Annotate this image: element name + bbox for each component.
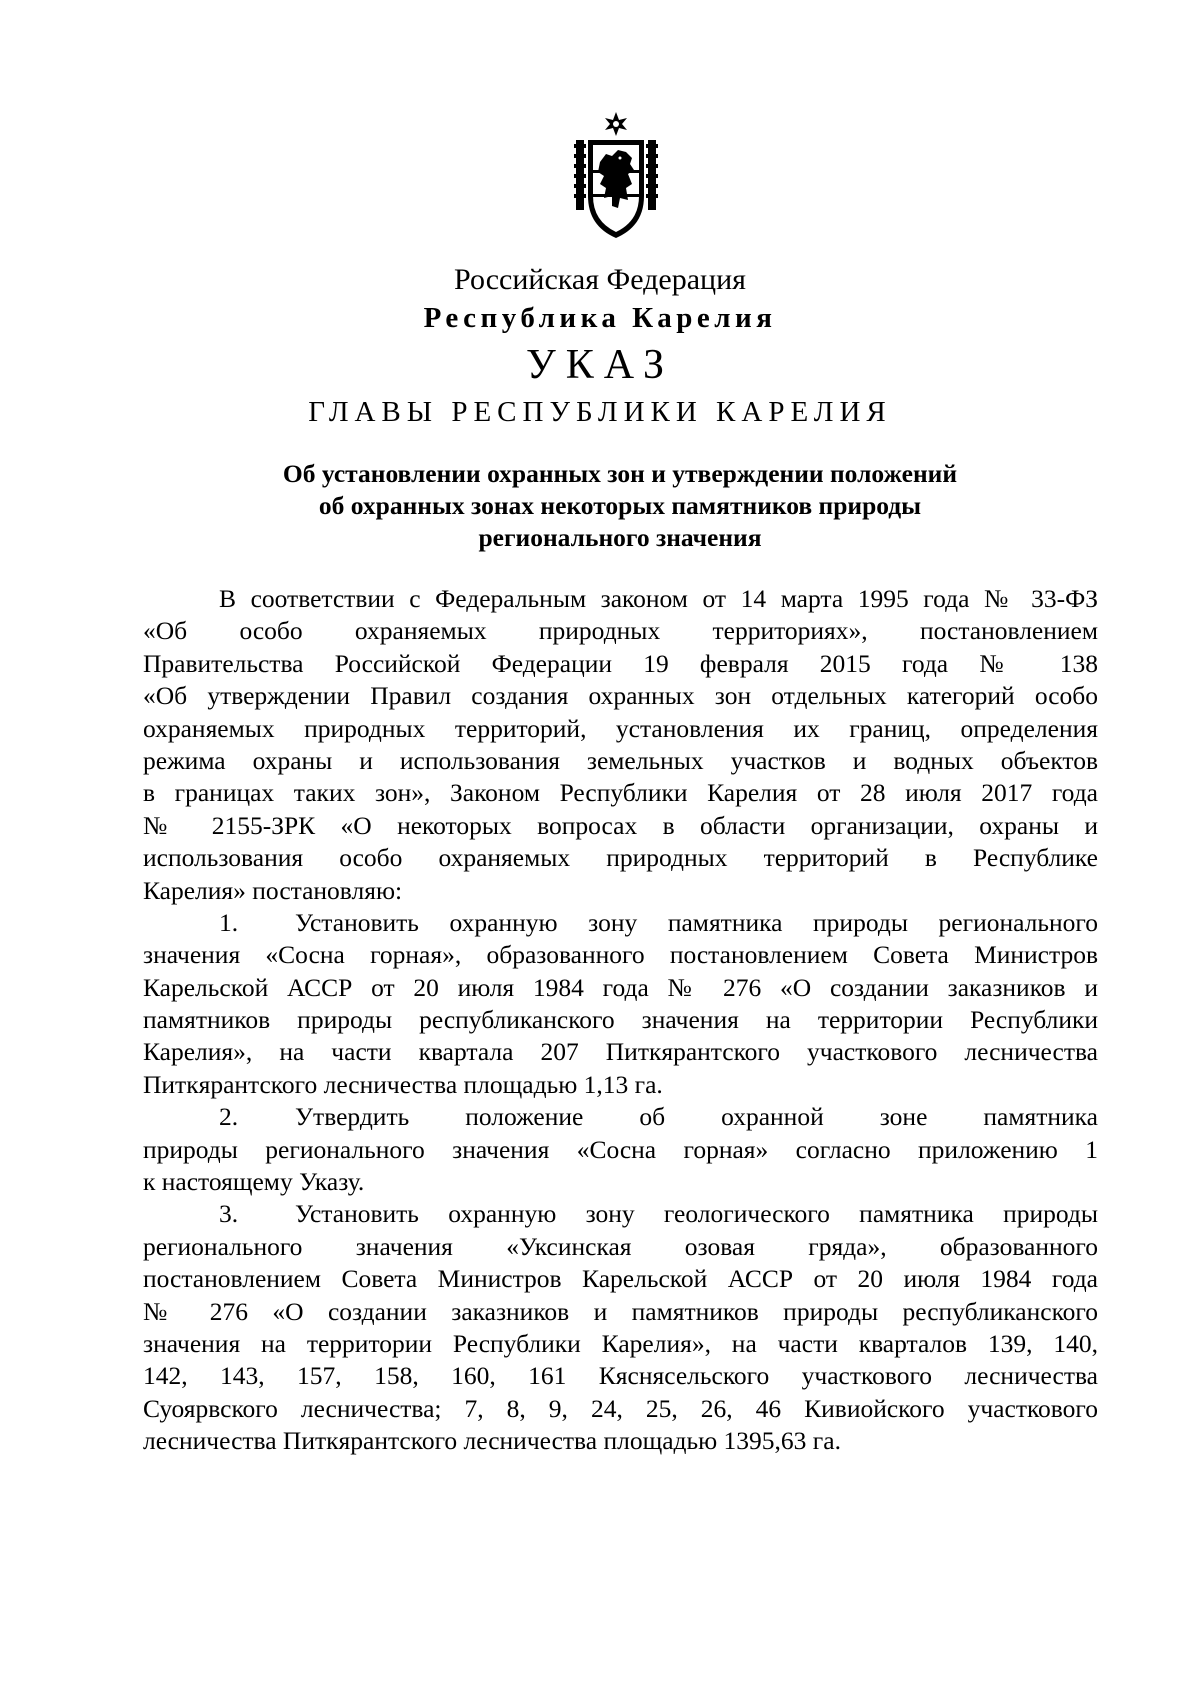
preamble-paragraph bbox=[143, 583, 1098, 907]
list-item bbox=[143, 907, 1098, 1101]
text-line bbox=[143, 907, 1098, 939]
text-line: к настоящему Указу. bbox=[143, 1167, 365, 1197]
text-line: Карельской АССР от 20 июля 1984 года № 276 «О создании заказников и bbox=[143, 972, 1098, 1002]
item-number: 2. bbox=[219, 1102, 239, 1132]
header-republic: Республика Карелия bbox=[423, 302, 777, 334]
header-doc-type: УКАЗ bbox=[525, 342, 675, 388]
header-issuer: ГЛАВЫ РЕСПУБЛИКИ КАРЕЛИЯ bbox=[308, 396, 892, 428]
text-line: Карелия» постановляю: bbox=[143, 875, 403, 905]
item-first-line-text: Установить охранную зону геологического памятника природы bbox=[295, 1199, 1098, 1229]
item-first-line-text: Установить охранную зону памятника природы регионального bbox=[295, 907, 1098, 937]
text-line bbox=[143, 1198, 1098, 1230]
text-line: 142, 143, 157, 158, 160, 161 Кяснясельского участкового лесничества bbox=[143, 1361, 1098, 1391]
title-line: регионального значения bbox=[478, 523, 762, 552]
text-line: режима охраны и использования земельных участков и водных объектов bbox=[143, 745, 1098, 775]
text-line: значения на территории Республики Карелия», на части кварталов 139, 140, bbox=[143, 1328, 1098, 1358]
text-line bbox=[143, 1101, 1098, 1133]
text-line: памятников природы республиканского значения на территории Республики bbox=[143, 1005, 1098, 1035]
text-line: В соответствии с Федеральным законом от 14 марта 1995 года № 33-ФЗ bbox=[219, 584, 1098, 613]
text-line: природы регионального значения «Сосна горная» согласно приложению 1 bbox=[143, 1134, 1098, 1164]
text-line: значения «Сосна горная», образованного постановлением Совета Министров bbox=[143, 940, 1098, 970]
text-line: регионального значения «Уксинская озовая гряда», образованного bbox=[143, 1231, 1098, 1261]
text-line: Правительства Российской Федерации 19 февраля 2015 года № 138 bbox=[143, 648, 1098, 678]
list-item bbox=[143, 1198, 1098, 1457]
text-line: № 2155-ЗРК «О некоторых вопросах в области организации, охраны и bbox=[143, 810, 1098, 840]
item-first-line-text: Утвердить положение об охранной зоне памятника bbox=[295, 1102, 1098, 1132]
item-number: 3. bbox=[219, 1199, 239, 1229]
text-line: «Об утверждении Правил создания охранных зон отдельных категорий особо bbox=[143, 681, 1098, 711]
header-country: Российская Федерация bbox=[454, 263, 746, 296]
text-line: лесничества Питкярантского лесничества площадью 1395,63 га. bbox=[143, 1426, 841, 1456]
text-line: «Об особо охраняемых природных территориях», постановлением bbox=[143, 616, 1098, 646]
item-number: 1. bbox=[219, 907, 239, 937]
text-line: № 276 «О создании заказников и памятников природы республиканского bbox=[143, 1296, 1098, 1326]
text-line: Питкярантского лесничества площадью 1,13 га. bbox=[143, 1069, 663, 1099]
document-title bbox=[150, 458, 1090, 554]
text-line: в границах таких зон», Законом Республики Карелия от 28 июля 2017 года bbox=[143, 778, 1098, 808]
document-body bbox=[143, 583, 1098, 1458]
text-line: Суоярвского лесничества; 7, 8, 9, 24, 25, 26, 46 Кивиойского участкового bbox=[143, 1393, 1098, 1423]
list-item bbox=[143, 1101, 1098, 1198]
title-line: Об установлении охранных зон и утверждении положений bbox=[282, 459, 958, 488]
text-line: Карелия», на части квартала 207 Питкярантского участкового лесничества bbox=[143, 1037, 1098, 1067]
text-line: использования особо охраняемых природных территорий в Республике bbox=[143, 843, 1098, 873]
karelia-coat-of-arms-icon bbox=[574, 110, 658, 242]
text-line: постановлением Совета Министров Карельской АССР от 20 июля 1984 года bbox=[143, 1264, 1098, 1294]
text-line: охраняемых природных территорий, установления их границ, определения bbox=[143, 713, 1098, 743]
title-line: об охранных зонах некоторых памятников природы bbox=[318, 491, 922, 520]
